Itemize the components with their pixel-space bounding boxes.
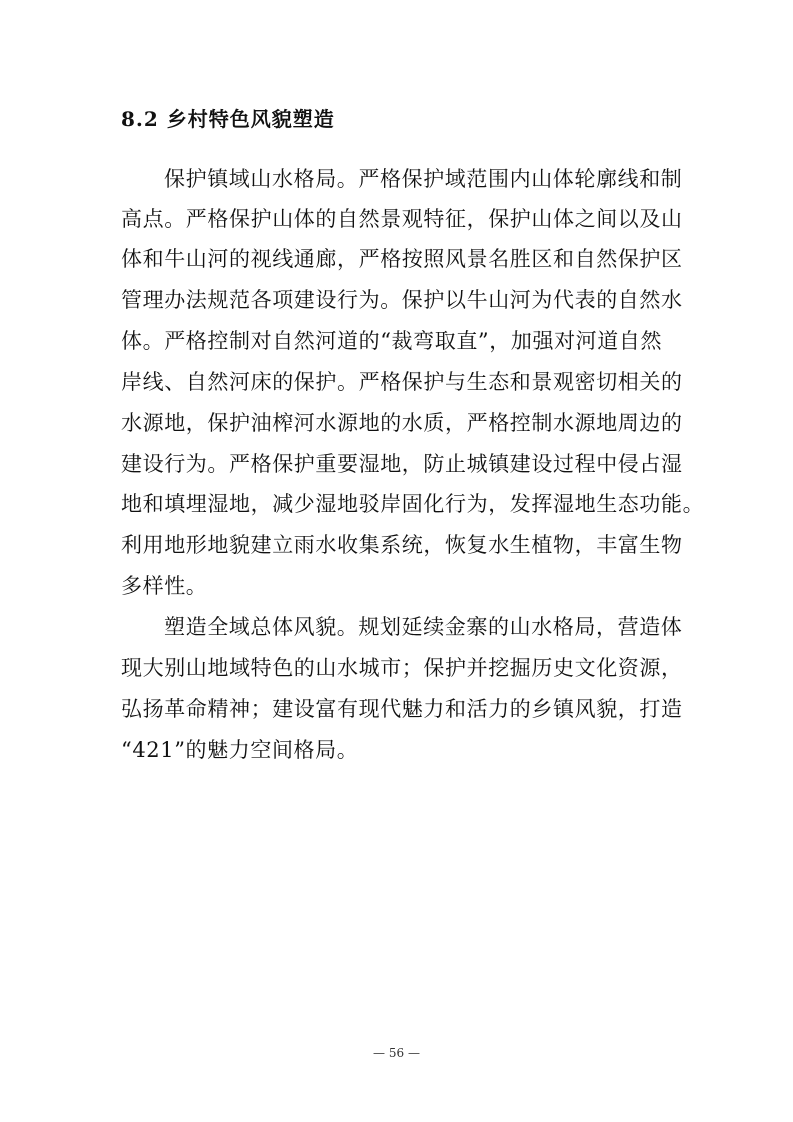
- text-line: 岸线、自然河床的保护。严格保护与生态和景观密切相关的: [121, 370, 683, 394]
- page-number: — 56 —: [373, 1046, 420, 1060]
- text-line: 地和填埋湿地，减少湿地驳岸固化行为，发挥湿地生态功能。: [121, 492, 705, 516]
- text-line: 管理办法规范各项建设行为。保护以牛山河为代表的自然水: [121, 288, 683, 312]
- text-line: 体。严格控制对自然河道的“裁弯取直”，加强对河道自然: [121, 329, 663, 353]
- text-line: 高点。严格保护山体的自然景观特征，保护山体之间以及山: [121, 207, 683, 231]
- text-line: 建设行为。严格保护重要湿地，防止城镇建设过程中侵占湿: [121, 452, 683, 476]
- text-line: 弘扬革命精神；建设富有现代魅力和活力的乡镇风貌，打造: [121, 697, 683, 721]
- text-line: 保护镇域山水格局。严格保护域范围内山体轮廓线和制: [164, 167, 683, 191]
- text-line: “421”的魅力空间格局。: [121, 738, 359, 762]
- section-heading: 8.2 乡村特色风貌塑造: [121, 107, 335, 131]
- text-line: 塑造全域总体风貌。规划延续金寨的山水格局，营造体: [164, 615, 683, 639]
- text-line: 现大别山地域特色的山水城市；保护并挖掘历史文化资源，: [121, 656, 683, 680]
- text-line: 利用地形地貌建立雨水收集系统，恢复水生植物，丰富生物: [121, 533, 683, 557]
- text-line: 水源地，保护油榨河水源地的水质，严格控制水源地周边的: [121, 411, 683, 435]
- text-line: 体和牛山河的视线通廊，严格按照风景名胜区和自然保护区: [121, 247, 683, 271]
- text-line: 多样性。: [121, 574, 208, 598]
